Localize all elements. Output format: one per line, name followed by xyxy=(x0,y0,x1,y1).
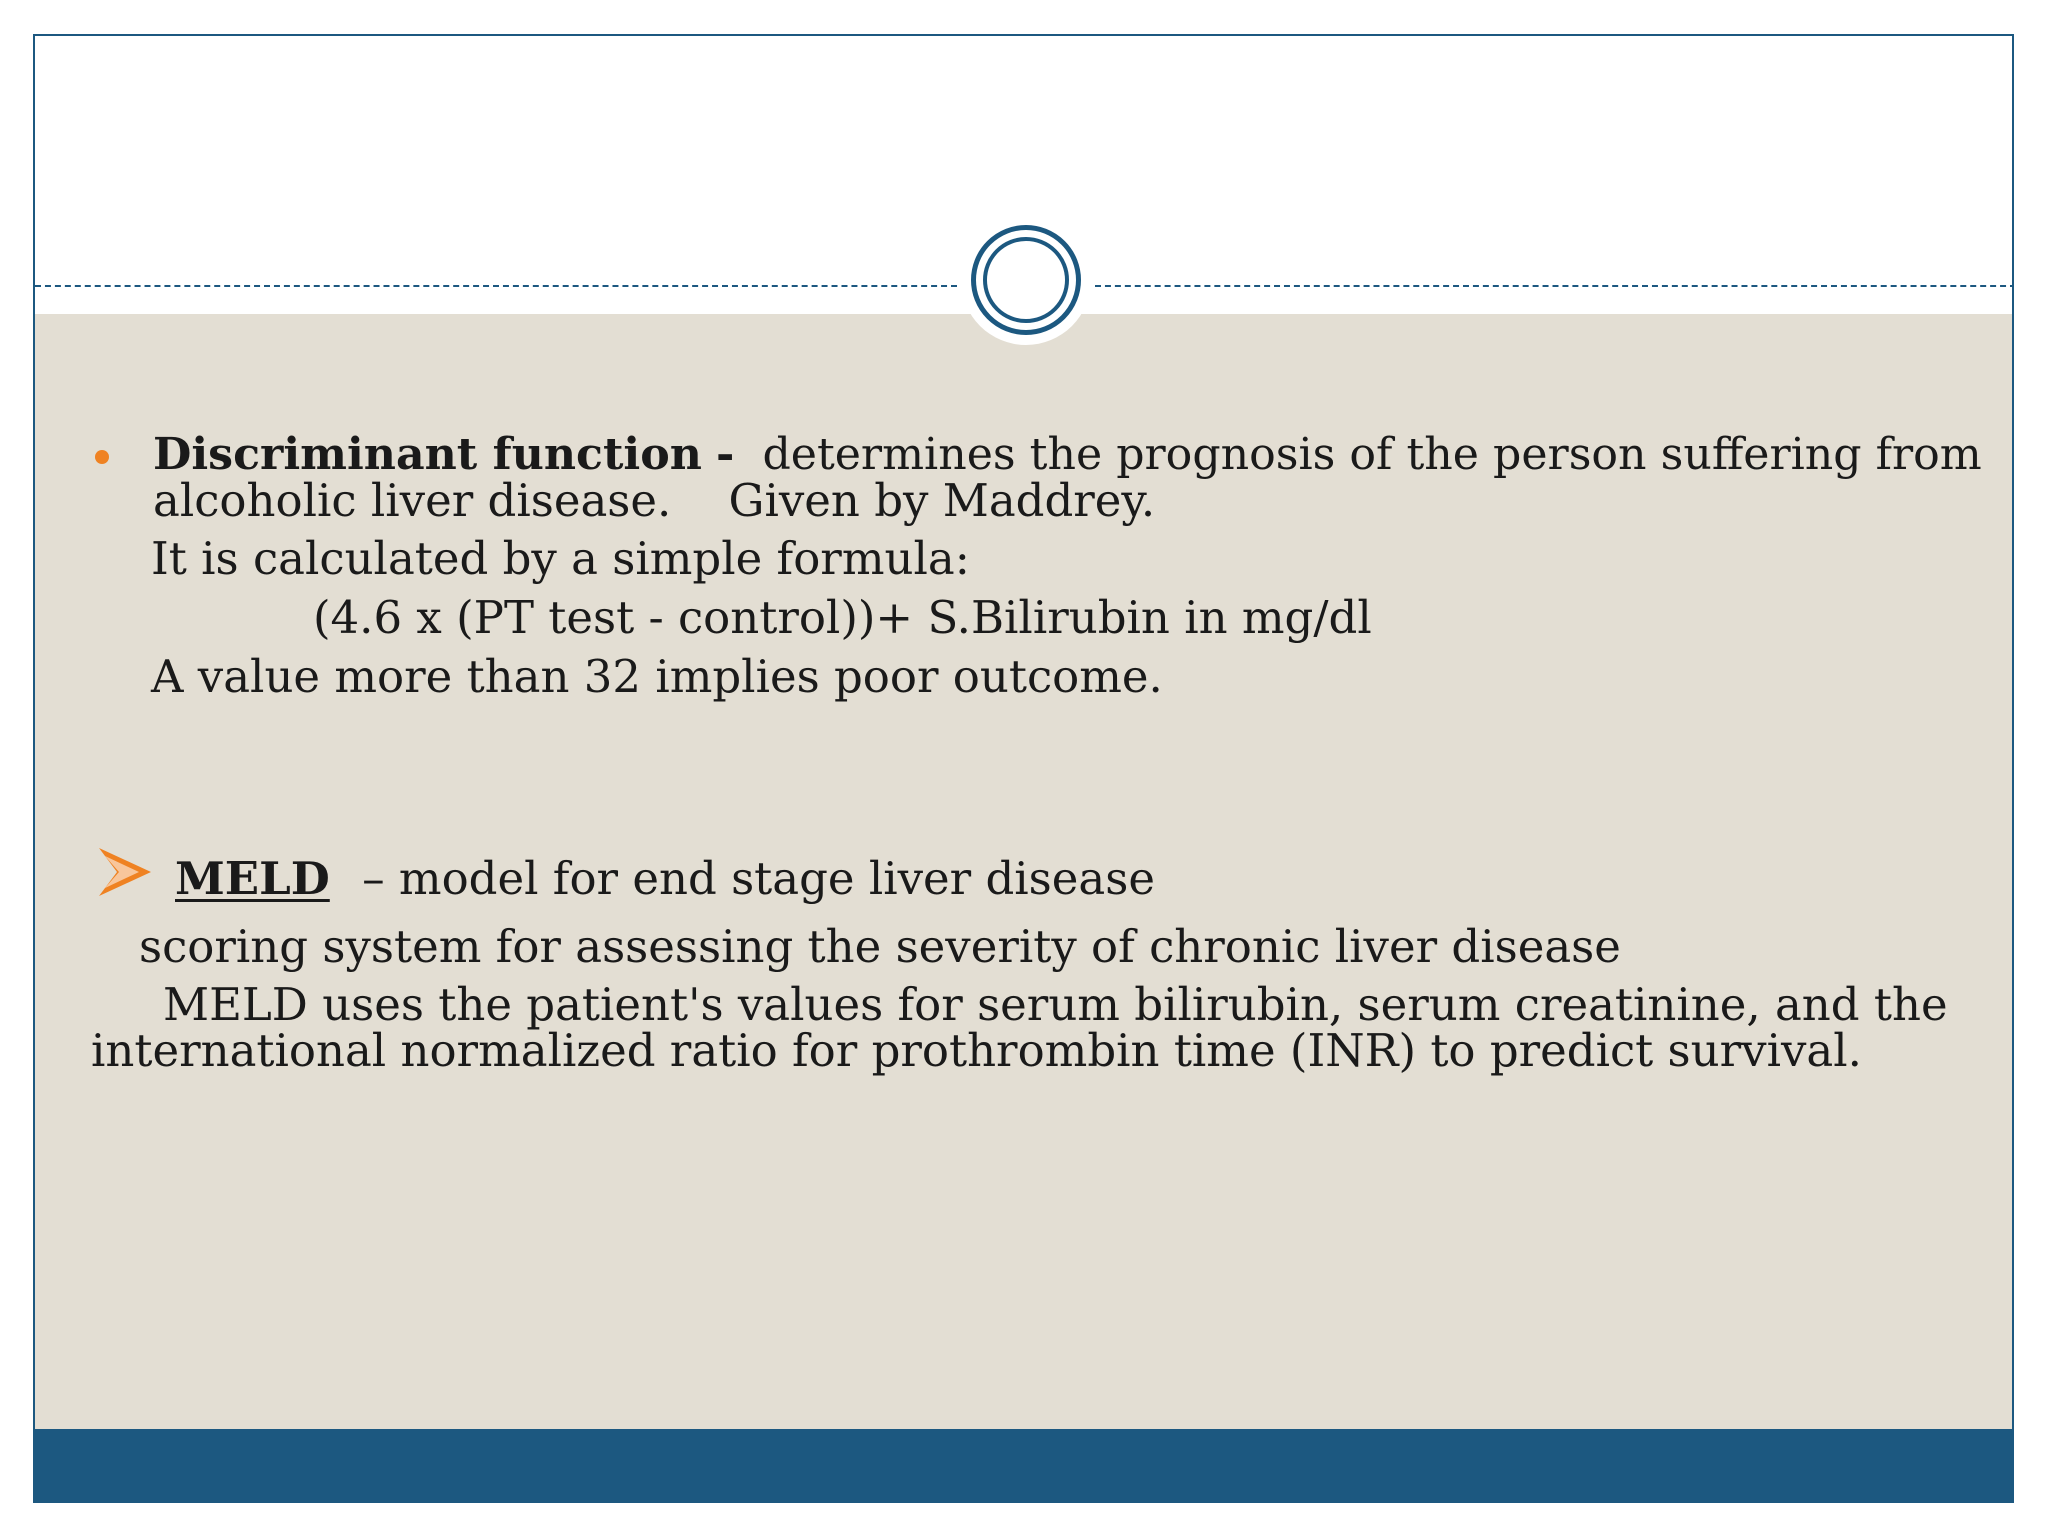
meld-term: MELD xyxy=(175,852,330,905)
orange-arrowhead-bullet-icon xyxy=(95,844,153,900)
footer-bar xyxy=(35,1429,2012,1501)
inner-ring xyxy=(983,237,1069,323)
discriminant-line-1 xyxy=(153,428,1982,480)
meld-line-4: international normalized ratio for prothrombin time (INR) to predict survival. xyxy=(91,1024,1862,1077)
meld-line-3: MELD uses the patient's values for serum bilirubin, serum creatinine, and the xyxy=(163,978,1948,1031)
dashed-divider-left xyxy=(35,285,957,287)
discriminant-line-2: alcoholic liver disease. Given by Maddrey. xyxy=(153,474,1156,527)
discriminant-line-5: A value more than 32 implies poor outcome. xyxy=(151,650,1163,703)
meld-definition: – model for end stage liver disease xyxy=(362,852,1155,905)
double-ring-circle-icon xyxy=(971,225,1081,335)
discriminant-separator: - xyxy=(716,428,735,480)
meld-line-2: scoring system for assessing the severity of chronic liver disease xyxy=(139,920,1621,973)
discriminant-description: determines the prognosis of the person suffering from xyxy=(762,429,1982,480)
dashed-divider-right xyxy=(1095,285,2014,287)
slide xyxy=(33,34,2014,1503)
meld-heading xyxy=(175,852,1155,905)
discriminant-term: Discriminant function xyxy=(153,428,702,480)
orange-dot-bullet-icon xyxy=(95,450,109,464)
discriminant-line-3: It is calculated by a simple formula: xyxy=(151,532,970,585)
discriminant-formula: (4.6 x (PT test - control))+ S.Bilirubin in mg/dl xyxy=(313,591,1372,644)
